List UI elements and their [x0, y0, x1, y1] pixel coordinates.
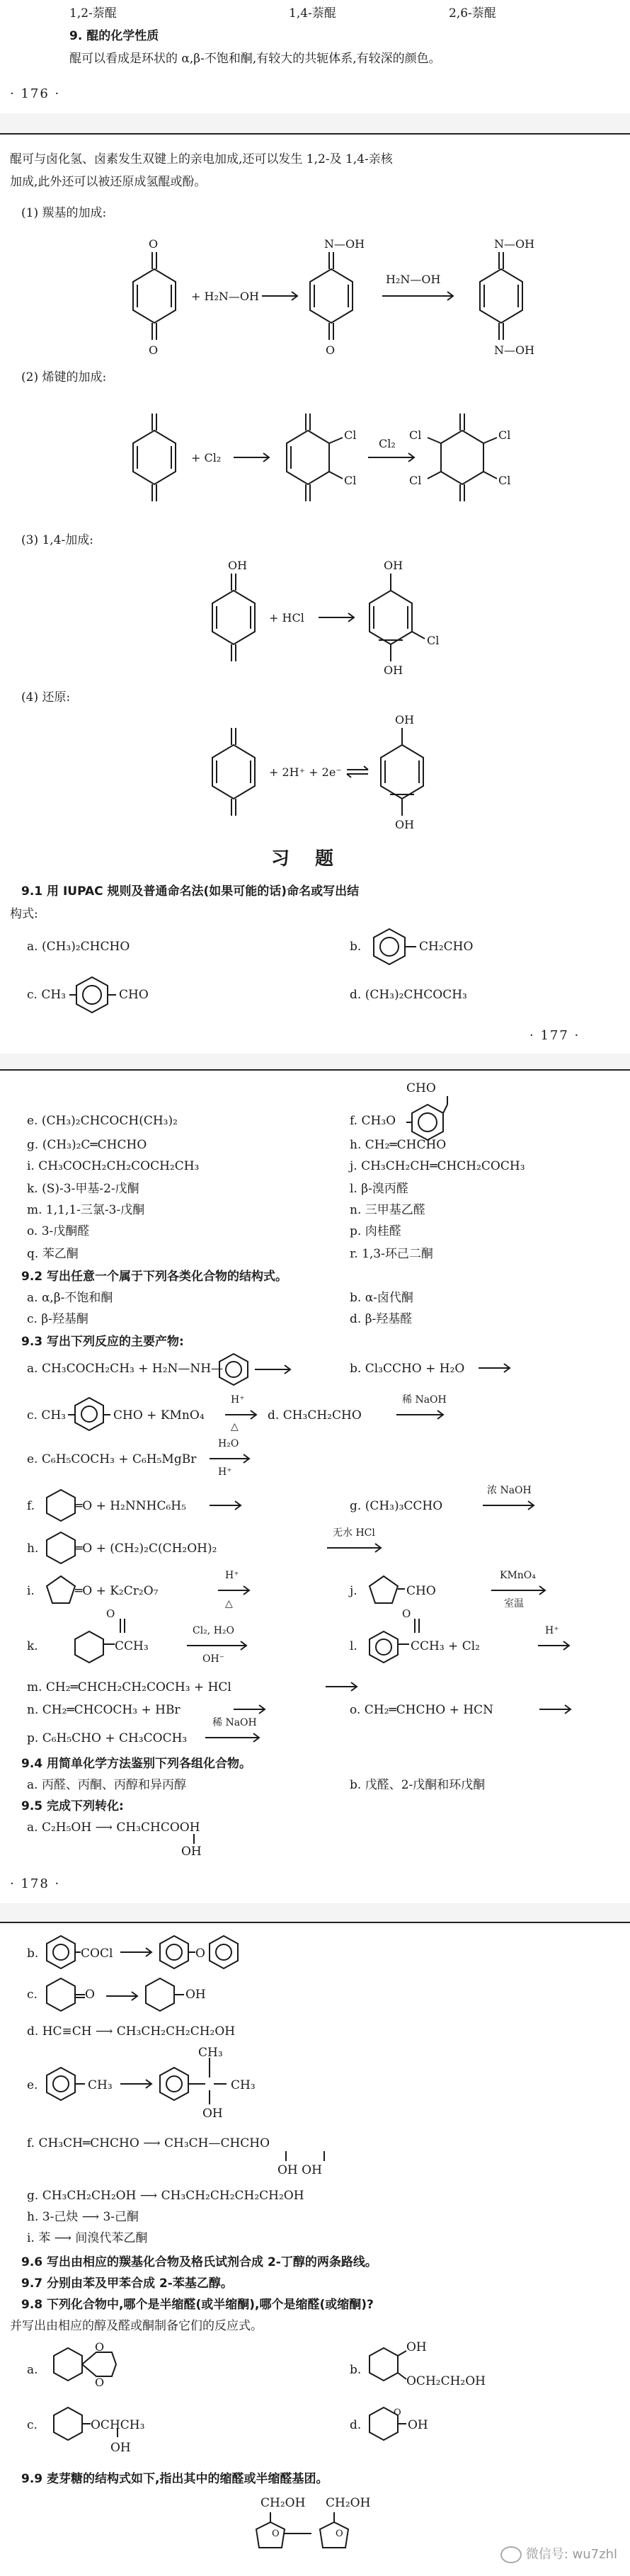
- arrow: [479, 1361, 521, 1375]
- svg-text:O: O: [95, 2376, 105, 2389]
- hydroxyl-label: OH: [408, 2418, 428, 2432]
- page-gap: [0, 1054, 630, 1069]
- question-9-2: 9.2 写出任意一个属于下列各类化合物的结构式。: [21, 1270, 288, 1284]
- item-b: b.: [350, 2363, 362, 2377]
- item-r: r. 1,3-环己二酮: [350, 1247, 433, 1261]
- exercise-title: 习题: [270, 848, 359, 870]
- reaction-i: i.: [27, 1584, 35, 1598]
- svg-text:O: O: [95, 2340, 105, 2354]
- item-m: m. 1,1,1-三氯-3-戊酮: [27, 1203, 145, 1217]
- arrow: [205, 1731, 269, 1745]
- item-d: d. (CH₃)₂CHCOCH₃: [350, 988, 467, 1002]
- svg-text:O: O: [149, 237, 159, 251]
- arrow-top: 浓 NaOH: [487, 1485, 532, 1496]
- ether-label: OCHCH₃: [91, 2418, 145, 2432]
- question-9-7: 9.7 分别由苯及甲苯合成 2-苯基乙醇。: [21, 2276, 233, 2291]
- reaction-e: e. C₆H₅COCH₃ + C₆H₅MgBr: [27, 1452, 197, 1466]
- arrow-bottom: H⁺: [218, 1466, 232, 1478]
- hydroxyl-label: OH: [202, 2107, 223, 2121]
- reaction-f: f.: [27, 1499, 35, 1513]
- svg-text:Cl: Cl: [498, 428, 511, 442]
- svg-text:+ HCl: + HCl: [269, 611, 304, 625]
- maltose-structure: [241, 2512, 425, 2576]
- item-q: q. 苯乙酮: [27, 1247, 79, 1261]
- question-9-8-cont: 并写出由相应的醇及醛或酮制备它们的反应式。: [10, 2319, 263, 2333]
- svg-text:OH: OH: [228, 559, 248, 572]
- item-b: b.: [350, 940, 362, 954]
- arrow-top: 无水 HCl: [333, 1527, 375, 1539]
- svg-text:+ H₂N—OH: + H₂N—OH: [191, 290, 259, 303]
- paragraph: 醌可与卤化氢、卤素发生双键上的亲电加成,还可以发生 1,2-及 1,4-亲核: [10, 152, 393, 166]
- arrow: [218, 1583, 260, 1597]
- reaction-chlorination: [0, 388, 630, 523]
- question-9-9: 9.9 麦芽糖的结构式如下,指出其中的缩醛或半缩醛基团。: [21, 2472, 328, 2486]
- question-9-4: 9.4 用简单化学方法鉴别下列各组化合物。: [21, 1757, 252, 1771]
- oxo-label: O: [106, 1607, 115, 1620]
- reaction-c: c. CH₃: [27, 1408, 66, 1423]
- svg-text:H₂N—OH: H₂N—OH: [386, 273, 441, 286]
- reaction-k: k.: [27, 1639, 38, 1653]
- ch2oh-label: CH₂OH: [260, 2496, 306, 2510]
- item-k: k. (S)-3-甲基-2-戊酮: [27, 1182, 139, 1196]
- hydroxyl-labels: OH OH: [277, 2163, 322, 2177]
- page-number: · 177 ·: [529, 1028, 580, 1043]
- item-e: e.: [27, 2078, 38, 2092]
- svg-text:OH: OH: [384, 559, 403, 572]
- quinone-structure: [133, 237, 176, 357]
- arrow-bottom: △: [225, 1598, 233, 1609]
- reaction-h: h.: [27, 1541, 39, 1556]
- arrow-top: H₂O: [218, 1438, 239, 1449]
- item-p: p. 肉桂醛: [350, 1224, 401, 1238]
- item-b: b.: [27, 1947, 39, 1961]
- question-9-3: 9.3 写出下列反应的主要产物:: [21, 1335, 184, 1349]
- item-c: c. CH₃: [27, 988, 66, 1002]
- page-divider: [0, 133, 630, 135]
- item-a: a.: [27, 2363, 38, 2377]
- svg-text:Cl: Cl: [409, 428, 422, 442]
- item-f: f. CH₃CH═CHCHO ⟶ CH₃CH—CHCHO: [27, 2136, 270, 2150]
- ether-label: OCH₂CH₂OH: [406, 2374, 486, 2388]
- oxo-label: O: [402, 1607, 411, 1620]
- item-a: a. 丙醛、丙酮、丙醇和异丙醇: [27, 1778, 186, 1792]
- svg-text:Cl₂: Cl₂: [379, 437, 396, 450]
- item-o: o. 3-戊酮醛: [27, 1224, 90, 1238]
- reaction-h-reagent: ═O + (CH₂)₂C(CH₂OH)₂: [75, 1541, 217, 1556]
- svg-text:N—OH: N—OH: [324, 237, 365, 251]
- paragraph: 醌可以看成是环状的 α,β-不饱和酮,有较大的共轭体系,有较深的颜色。: [69, 52, 441, 66]
- svg-text:+ 2H⁺ + 2e⁻: + 2H⁺ + 2e⁻: [269, 765, 342, 779]
- arrow-top: 稀 NaOH: [402, 1394, 447, 1406]
- arrow: [483, 1498, 546, 1512]
- reaction-i-reagent: ═O + K₂Cr₂O₇: [75, 1584, 159, 1598]
- item-a: a. (CH₃)₂CHCHO: [27, 940, 130, 954]
- compound-name-3: 2,6-萘醌: [449, 6, 496, 21]
- hydroxyl-label: OH: [181, 1845, 202, 1859]
- reaction-p: p. C₆H₅CHO + CH₃COCH₃: [27, 1731, 188, 1745]
- reaction-n: n. CH₂═CHCOCH₃ + HBr: [27, 1703, 181, 1717]
- reaction-a: a. CH₃COCH₂CH₃ + H₂N—NH—: [27, 1362, 224, 1376]
- subheading: (3) 1,4-加成:: [21, 533, 93, 547]
- watermark: [500, 2544, 617, 2563]
- reaction-l-reagent: CCH₃ + Cl₂: [411, 1639, 480, 1653]
- page-gap: [0, 1903, 630, 1922]
- ch2oh-label: CH₂OH: [326, 2496, 371, 2510]
- item-d: d. β-羟基醛: [350, 1312, 413, 1326]
- svg-text:OH: OH: [384, 663, 403, 677]
- svg-text:+ Cl₂: + Cl₂: [191, 451, 222, 465]
- item-d: d.: [350, 2418, 362, 2432]
- hydroxyl-label: OH: [110, 2441, 131, 2455]
- reaction-f-reagent: ═O + H₂NNHC₆H₅: [75, 1499, 186, 1513]
- reaction-g: g. (CH₃)₃CCHO: [350, 1499, 443, 1513]
- item-b: b. 戊醛、2-戊酮和环戊酮: [350, 1778, 486, 1792]
- question-9-6: 9.6 写出由相应的羰基化合物及格氏试剂合成 2-丁醇的两条路线。: [21, 2255, 377, 2269]
- page-gap: [0, 113, 630, 133]
- reaction-j-reagent: CHO: [406, 1584, 436, 1598]
- arrow: [210, 1498, 252, 1512]
- arrow-bottom: 室温: [504, 1598, 524, 1609]
- section-heading: 9. 醌的化学性质: [69, 29, 159, 43]
- item-b-group: CH₂CHO: [419, 940, 474, 954]
- item-d: d. HC≡CH ⟶ CH₃CH₂CH₂CH₂OH: [27, 2024, 236, 2039]
- item-c: c.: [27, 2418, 38, 2432]
- item-i: i. 苯 ⟶ 间溴代苯乙酮: [27, 2231, 148, 2245]
- reaction-l: l.: [350, 1639, 357, 1653]
- page-number: · 176 ·: [10, 86, 61, 101]
- item-c: c. β-羟基酮: [27, 1312, 88, 1326]
- arrow: [538, 1639, 580, 1653]
- svg-text:O: O: [149, 343, 159, 357]
- reaction-14-addition: [0, 552, 630, 680]
- paragraph: 加成,此外还可以被还原成氢醌或酚。: [10, 175, 207, 189]
- arrow-bottom: OH⁻: [202, 1653, 225, 1665]
- arrow-top: H⁺: [231, 1394, 245, 1406]
- item-c-group: CHO: [119, 988, 149, 1002]
- arrow: [187, 1639, 258, 1653]
- arrow: [210, 1452, 259, 1466]
- svg-text:Cl: Cl: [409, 474, 422, 487]
- reaction-j: j.: [350, 1584, 357, 1598]
- svg-text:N—OH: N—OH: [494, 343, 535, 357]
- item-b: b. α-卤代酮: [350, 1291, 413, 1305]
- reaction-k-reagent: CCH₃: [115, 1639, 149, 1653]
- reaction-d: d. CH₃CH₂CHO: [268, 1408, 362, 1423]
- item-a: a. α,β-不饱和酮: [27, 1291, 113, 1305]
- arrow: [327, 1541, 391, 1555]
- question-9-1: 9.1 用 IUPAC 规则及普通命名法(如果可能的话)命名或写出结: [21, 884, 360, 899]
- methyl-label: CH₃: [231, 2078, 256, 2092]
- methyl-label: CH₃: [198, 2046, 223, 2060]
- reaction-c-reagent: CHO + KMnO₄: [113, 1408, 205, 1423]
- reaction-o: o. CH₂═CHCHO + HCN: [350, 1703, 493, 1717]
- arrow-top: H⁺: [225, 1570, 239, 1581]
- cyclopentane-ring: [365, 1572, 408, 1609]
- item-f: f. CH₃O: [350, 1114, 396, 1128]
- subheading: (1) 羰基的加成:: [21, 206, 107, 220]
- arrow: [491, 1583, 555, 1597]
- arrow-bottom: △: [231, 1421, 239, 1432]
- arrow-top: 稀 NaOH: [212, 1717, 257, 1728]
- question-9-1-cont: 构式:: [10, 907, 38, 921]
- page-divider: [0, 1069, 630, 1071]
- benzene-ring: [205, 1932, 248, 1974]
- svg-text:O: O: [336, 2529, 343, 2539]
- item-a: a. C₂H₅OH ⟶ CH₃CHCOOH: [27, 1820, 200, 1835]
- hydroxyl-label: OH: [185, 1988, 206, 2002]
- svg-text:O: O: [326, 343, 336, 357]
- arrow-top: H⁺: [545, 1625, 559, 1636]
- reaction-b: b. Cl₃CCHO + H₂O: [350, 1362, 465, 1376]
- arrow: [539, 1702, 582, 1716]
- item-g: g. CH₃CH₂CH₂OH ⟶ CH₃CH₂CH₂CH₂CH₂OH: [27, 2189, 304, 2203]
- acyl-chloride-label: COCl: [81, 1947, 113, 1961]
- item-c: c.: [27, 1988, 38, 2002]
- svg-text:OH: OH: [395, 818, 415, 831]
- compound-name-2: 1,4-萘醌: [289, 6, 336, 21]
- wechat-icon: [500, 2546, 522, 2563]
- page-number: · 178 ·: [10, 1876, 61, 1891]
- page-divider: [0, 1922, 630, 1923]
- item-l: l. β-溴丙醛: [350, 1182, 408, 1196]
- subheading: (2) 烯键的加成:: [21, 370, 107, 384]
- svg-text:N—OH: N—OH: [494, 237, 535, 251]
- svg-text:Cl: Cl: [344, 428, 357, 442]
- arrow: [234, 1702, 276, 1716]
- question-9-8: 9.8 下列化合物中,哪个是半缩醛(或半缩酮),哪个是缩醛(或缩酮)?: [21, 2298, 374, 2312]
- item-h: h. CH₂═CHCHO: [350, 1138, 447, 1152]
- svg-text:O: O: [394, 2407, 401, 2418]
- reaction-reduction: [0, 707, 630, 834]
- item-i: i. CH₃COCH₂CH₂COCH₂CH₃: [27, 1159, 200, 1173]
- svg-text:Cl: Cl: [344, 474, 357, 487]
- item-g: g. (CH₃)₂C═CHCHO: [27, 1138, 147, 1152]
- reaction-m: m. CH₂═CHCH₂CH₂COCH₃ + HCl: [27, 1680, 231, 1694]
- item-h: h. 3-己炔 ⟶ 3-己酮: [27, 2210, 139, 2224]
- watermark-text: 微信号: wu7zhl: [525, 2547, 617, 2562]
- oxo-label: O: [85, 1988, 95, 2002]
- svg-text:Cl: Cl: [427, 634, 440, 647]
- svg-text:OH: OH: [395, 713, 415, 726]
- subheading: (4) 还原:: [21, 690, 71, 705]
- arrow: [225, 1408, 268, 1422]
- reaction-oxime: [0, 227, 630, 361]
- hydroxyl-label: OH: [406, 2340, 427, 2354]
- oxo-label: O: [195, 1947, 205, 1961]
- item-e: e. (CH₃)₂CHCOCH(CH₃)₂: [27, 1114, 178, 1128]
- arrow: [396, 1408, 453, 1422]
- spiroketal-structure: [50, 2340, 134, 2396]
- item-j: j. CH₃CH₂CH═CHCH₂COCH₃: [350, 1159, 525, 1173]
- arrow-top: Cl₂, H₂O: [193, 1625, 235, 1636]
- methyl-label: CH₃: [88, 2078, 113, 2092]
- svg-text:O: O: [272, 2529, 280, 2539]
- arrow: [326, 1680, 368, 1694]
- question-9-5: 9.5 完成下列转化:: [21, 1799, 124, 1813]
- item-f-cho: CHO: [406, 1081, 436, 1095]
- reaction-a-ring: [212, 1350, 354, 1385]
- svg-text:Cl: Cl: [498, 474, 511, 487]
- arrow-top: KMnO₄: [500, 1570, 536, 1581]
- item-n: n. 三甲基乙醛: [350, 1203, 425, 1217]
- compound-name-1: 1,2-萘醌: [69, 6, 117, 21]
